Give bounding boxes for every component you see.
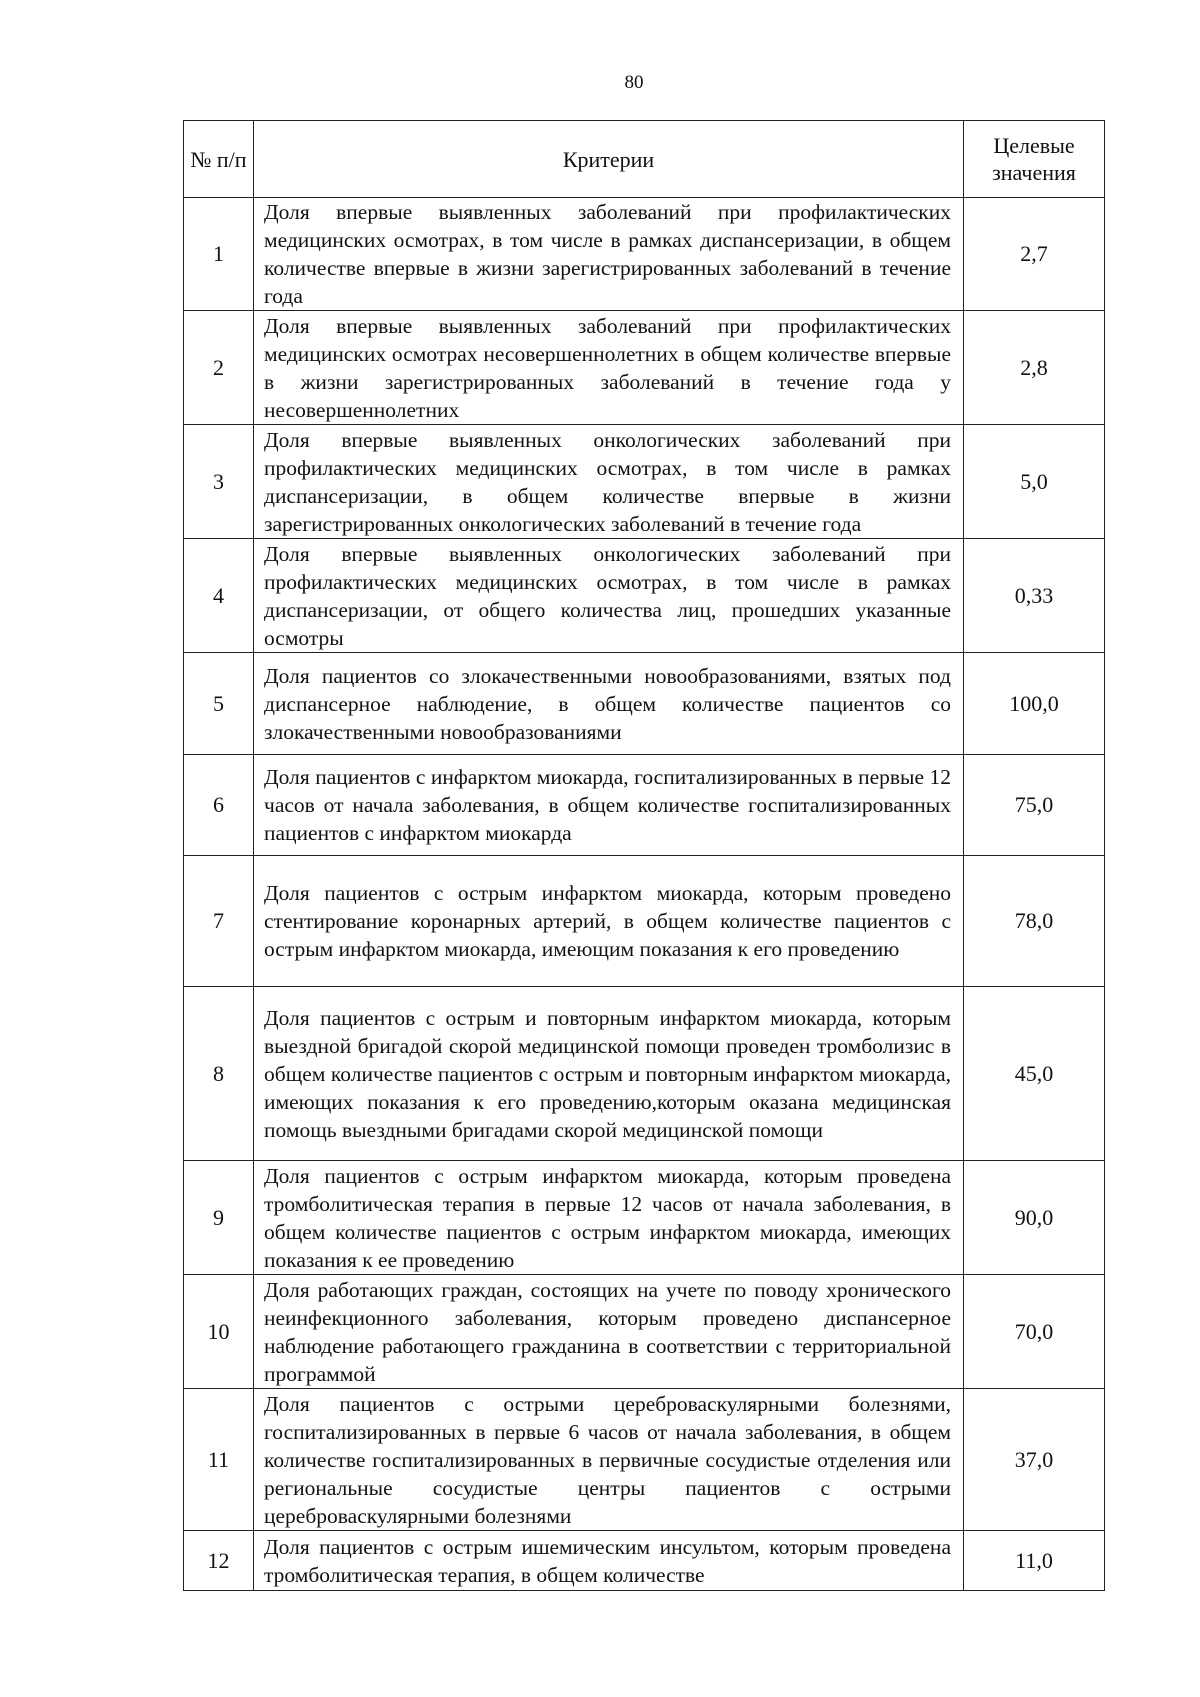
header-criteria: Критерии — [254, 121, 964, 198]
row-value: 5,0 — [964, 425, 1105, 539]
row-num: 1 — [184, 198, 254, 311]
row-criteria: Доля пациентов с острым инфарктом миокарда, которым проведено стентирование коронарных артерий, в общем количестве пациентов с острым инфарктом миокарда, имеющим показания к его проведению — [254, 856, 964, 987]
row-num: 12 — [184, 1531, 254, 1591]
row-value: 45,0 — [964, 987, 1105, 1161]
row-criteria: Доля пациентов со злокачественными новообразованиями, взятых под диспансерное наблюдение, в общем количестве пациентов со злокачественными новообразованиями — [254, 653, 964, 755]
row-criteria: Доля пациентов с острым и повторным инфарктом миокарда, которым выездной бригадой скорой медицинской помощи проведен тромболизис в общем количестве пациентов с острым и повторным инфарктом миокарда, имеющих показания к его проведению,которым оказана медицинская помощь выездными бригадами скорой медицинской помощи — [254, 987, 964, 1161]
row-criteria: Доля пациентов с острым инфарктом миокарда, которым проведена тромболитическая терапия в первые 12 часов от начала заболевания, в общем количестве пациентов с острым инфарктом миокарда, имеющих показания к ее проведению — [254, 1161, 964, 1275]
table-row — [184, 539, 1105, 653]
table-row — [184, 1389, 1105, 1531]
row-criteria: Доля пациентов с инфарктом миокарда, госпитализированных в первые 12 часов от начала заболевания, в общем количестве госпитализированных пациентов с инфарктом миокарда — [254, 755, 964, 856]
row-criteria: Доля впервые выявленных онкологических заболеваний при профилактических медицинских осмотрах, в том числе в рамках диспансеризации, в общем количестве впервые в жизни зарегистрированных онкологических заболеваний в течение года — [254, 425, 964, 539]
table-row — [184, 755, 1105, 856]
row-num: 4 — [184, 539, 254, 653]
row-num: 3 — [184, 425, 254, 539]
table-row — [184, 1161, 1105, 1275]
table-header-row — [184, 121, 1105, 198]
header-target: Целевые значения — [964, 121, 1105, 198]
row-num: 5 — [184, 653, 254, 755]
row-criteria: Доля работающих граждан, состоящих на учете по поводу хронического неинфекционного заболевания, которым проведено диспансерное наблюдение работающего гражданина в соответствии с территориальной программой — [254, 1275, 964, 1389]
table-row — [184, 653, 1105, 755]
row-value: 75,0 — [964, 755, 1105, 856]
row-num: 2 — [184, 311, 254, 425]
row-value: 0,33 — [964, 539, 1105, 653]
table-row — [184, 198, 1105, 311]
page-number: 80 — [624, 72, 644, 93]
row-value: 90,0 — [964, 1161, 1105, 1275]
row-num: 6 — [184, 755, 254, 856]
row-value: 11,0 — [964, 1531, 1105, 1591]
row-value: 2,7 — [964, 198, 1105, 311]
table-row — [184, 1531, 1105, 1591]
row-num: 8 — [184, 987, 254, 1161]
table-row — [184, 987, 1105, 1161]
row-num: 7 — [184, 856, 254, 987]
header-num: № п/п — [184, 121, 254, 198]
row-criteria: Доля пациентов с острыми цереброваскулярными болезнями, госпитализированных в первые 6 часов от начала заболевания, в общем количестве госпитализированных в первичные сосудистые отделения или региональные сосудистые центры пациентов с острыми цереброваскулярными болезнями — [254, 1389, 964, 1531]
table-row — [184, 856, 1105, 987]
row-num: 9 — [184, 1161, 254, 1275]
row-value: 2,8 — [964, 311, 1105, 425]
table-row — [184, 1275, 1105, 1389]
row-criteria: Доля впервые выявленных заболеваний при профилактических медицинских осмотрах несовершеннолетних в общем количестве впервые в жизни зарегистрированных заболеваний в течение года у несовершеннолетних — [254, 311, 964, 425]
row-num: 11 — [184, 1389, 254, 1531]
row-criteria: Доля впервые выявленных заболеваний при профилактических медицинских осмотрах, в том числе в рамках диспансеризации, в общем количестве впервые в жизни зарегистрированных заболеваний в течение года — [254, 198, 964, 311]
table-row — [184, 311, 1105, 425]
row-value: 78,0 — [964, 856, 1105, 987]
row-value: 37,0 — [964, 1389, 1105, 1531]
row-criteria: Доля пациентов с острым ишемическим инсультом, которым проведена тромболитическая терапия, в общем количестве — [254, 1531, 964, 1591]
row-value: 70,0 — [964, 1275, 1105, 1389]
table-row — [184, 425, 1105, 539]
row-value: 100,0 — [964, 653, 1105, 755]
row-num: 10 — [184, 1275, 254, 1389]
criteria-table — [183, 120, 1105, 1591]
row-criteria: Доля впервые выявленных онкологических заболеваний при профилактических медицинских осмотрах, в том числе в рамках диспансеризации, от общего количества лиц, прошедших указанные осмотры — [254, 539, 964, 653]
